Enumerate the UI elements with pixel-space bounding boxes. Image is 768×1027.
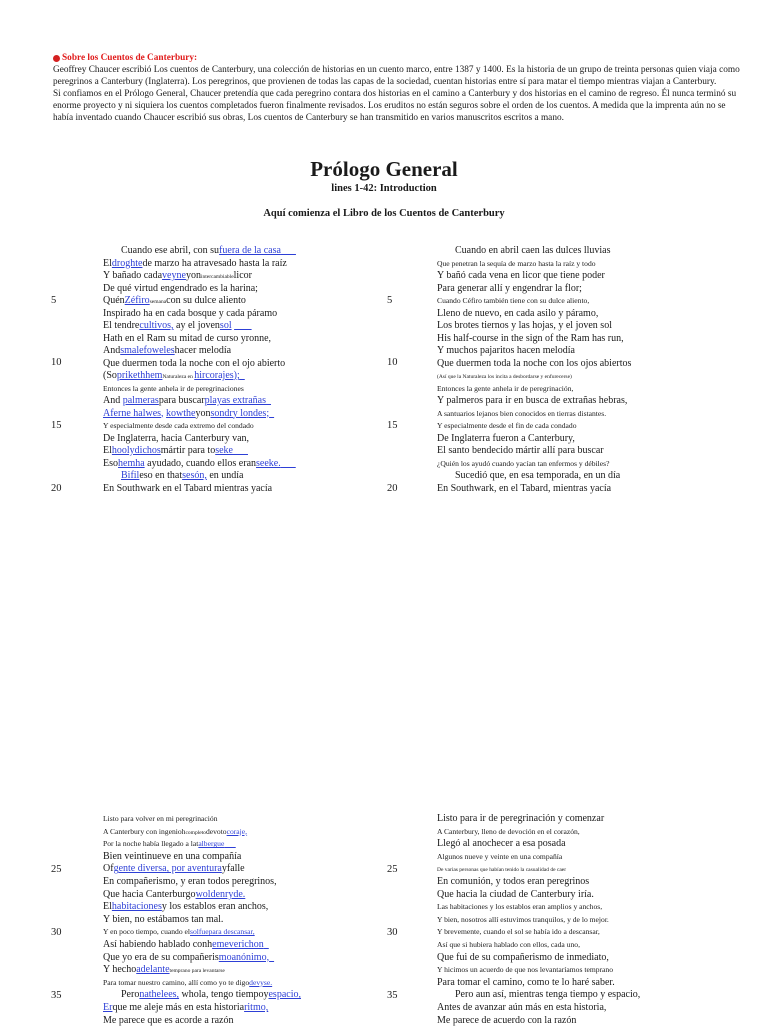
poem-text: Para tomar nuestro camino, allí como yo te digo [103, 977, 250, 987]
poem-line [103, 283, 258, 295]
poem-line [103, 939, 269, 951]
poem-line [437, 851, 562, 863]
glossary-link[interactable]: gente diversa, por aventura [113, 863, 222, 875]
poem-text: yfalle [221, 863, 245, 875]
glossary-link[interactable] [234, 320, 252, 331]
glossary-link[interactable]: Zéfiro [124, 295, 150, 306]
glossary-link[interactable] [224, 839, 235, 848]
glossary-link[interactable]: prikethhem [116, 370, 163, 381]
glossary-link[interactable]: para descansar, [208, 927, 255, 937]
poem-text: Of [103, 863, 114, 875]
poem-text: Llegó al anochecer a esa posada [437, 838, 566, 850]
glossary-link[interactable]: seeke. [256, 457, 281, 469]
poem-text: Los brotes tiernos y las hojas, y el joven sol [437, 320, 612, 331]
glossary-link[interactable]: solfue [190, 927, 209, 937]
poem-line [437, 914, 609, 926]
glossary-link[interactable] [233, 445, 248, 456]
glossary-link[interactable]: droghte [111, 257, 143, 269]
poem-text: A Canterbury con ingenioh [103, 826, 186, 836]
poem-text: yon [195, 407, 211, 419]
poem-text: Que hacia Canterburgo [103, 888, 196, 900]
poem-text: mártir para to [160, 445, 216, 456]
glossary-link[interactable]: Aferne halwes, [103, 407, 164, 419]
glossary-link[interactable]: nathelees, [139, 989, 180, 1001]
poem-line [103, 1002, 268, 1014]
line-number: 20 [51, 483, 62, 494]
poem-text: And [103, 345, 121, 356]
poem-text: En Southwark, en el Tabard, mientras yacía [437, 482, 612, 494]
glossary-link[interactable] [269, 952, 274, 963]
glossary-link[interactable]: albergue [198, 839, 225, 849]
poem-line [103, 433, 249, 445]
poem-line [437, 1002, 606, 1014]
poem-text: Y en poco tiempo, cuando el [103, 927, 191, 937]
glossary-link[interactable]: ne [176, 270, 186, 281]
poem-line [437, 458, 610, 470]
glossary-link[interactable]: sesón, [182, 470, 207, 481]
line-number: 35 [51, 990, 62, 1001]
poem-line [437, 926, 600, 938]
poem-line [103, 952, 274, 964]
poem-text: Las habitaciones y los establos eran amplios y anchos, [437, 902, 603, 912]
poem-text: ¿Quién los ayudó cuando yacían tan enfermos y débiles? [437, 458, 610, 468]
poem-line [103, 320, 252, 332]
page-subtitle: lines 1-42: Introduction [331, 183, 437, 194]
bullet-icon [53, 55, 60, 62]
poem-text: De qué virtud engendrado es la harina; [103, 282, 258, 294]
poem-line [437, 245, 611, 257]
poem-text: Lleno de nuevo, en cada asilo y páramo, [437, 307, 599, 319]
poem-text: Entonces la gente anhela ir de peregrinación, [437, 383, 574, 393]
poem-line [437, 826, 580, 838]
poem-line [437, 320, 612, 332]
poem-text: Cuando Céfiro también tiene con su dulce aliento, [437, 296, 590, 305]
poem-line [437, 308, 598, 320]
poem-text: Antes de avanzar aún más en esta historia, [437, 1002, 607, 1013]
gloss-note: intercambiable [200, 274, 234, 280]
poem-line [437, 283, 582, 295]
poem-text: El santo bendecido mártir allí para buscar [437, 445, 604, 456]
poem-text: eso en that [139, 470, 183, 481]
poem-text: Me parece de acuerdo con la razón [437, 1014, 577, 1026]
poem-text: Pero [121, 989, 140, 1001]
poem-line [103, 926, 255, 938]
poem-text: Cuando en abril caen las dulces lluvias [455, 245, 611, 256]
glossary-link[interactable]: fuera de la casa [219, 245, 281, 256]
poem-line [437, 358, 631, 370]
poem-text: Inspirado ha en cada bosque y cada páramo [103, 307, 278, 319]
glossary-link[interactable]: seke [215, 445, 233, 456]
glossary-link[interactable]: devyse. [249, 977, 273, 987]
line-number: 25 [51, 864, 62, 875]
line-number: 5 [387, 295, 393, 306]
poem-line [437, 876, 589, 888]
poem-text: Y especialmente desde cada extremo del condado [103, 421, 254, 430]
poem-text: El [103, 901, 112, 913]
gloss-note: (Así que la Naturaleza los incita a desbordarse y enfurecerse) [437, 374, 572, 380]
poem-text: Y brevemente, cuando el sol se había ido a descansar, [437, 927, 600, 937]
intro-paragraph-2: Si confiamos en el Prólogo General, Chaucer pretendía que cada peregrino contara dos historias en el camino a Canterbury y dos historias en el camino de regreso. Él nunca terminó su enorme proyecto y ni siquiera los cuentos completados fueron finalmente revisados. Los eruditos no están seguros sobre el orden de los cuentos. A medida que la imprenta aún no se había inventado cuando Chaucer escribió sus obras, Los cuentos de Canterbury se han transmitido en varios manuscritos escritos a mano. [53, 89, 737, 123]
poem-text: devoto [205, 826, 227, 836]
poem-line [103, 295, 246, 308]
poem-text: Listo para ir de peregrinación y comenzar [437, 813, 605, 824]
poem-line [103, 245, 296, 257]
poem-text: Hath en el Ram su mitad de curso yronne, [103, 332, 272, 344]
poem-text: ayudado, cuando ellos eran [144, 457, 257, 469]
poem-text: Sucedió que, en esa temporada, en un día [455, 470, 621, 481]
poem-line [103, 395, 271, 407]
glossary-link[interactable]: ritmo, [244, 1002, 269, 1013]
poem-line [437, 964, 613, 976]
poem-line [437, 258, 596, 270]
poem-text: y los establos eran anchos, [161, 901, 269, 913]
glossary-link[interactable] [266, 395, 271, 406]
poem-line [437, 813, 604, 825]
poem-text: Algunos nueve y veinte en una compañía [437, 851, 563, 861]
poem-line [103, 851, 241, 863]
poem-text: Y muchos pajaritos hacen melodía [437, 345, 575, 356]
glossary-link[interactable]: kowthe [166, 407, 196, 419]
poem-text: Para generar allí y engendrar la flor; [437, 282, 582, 294]
poem-text: Que fui de su compañerismo de inmediato, [437, 951, 609, 963]
glossary-link[interactable]: emeverichon [212, 939, 264, 950]
glossary-link[interactable]: hoolydichos [111, 445, 161, 456]
poem-text: El [103, 257, 112, 269]
poem-text: Pero aun así, mientras tenga tiempo y espacio, [455, 989, 641, 1001]
poem-text: Eso [103, 457, 118, 469]
poem-text: yon [185, 270, 201, 281]
book-heading: Aquí comienza el Libro de los Cuentos de Canterbury [263, 208, 505, 219]
glossary-link[interactable]: woldenryde. [195, 888, 246, 900]
poem-text: con su dulce aliento [166, 295, 246, 306]
poem-text: Y bañó cada vena en licor que tiene poder [437, 270, 605, 281]
poem-text: En comunión, y todos eran peregrinos [437, 876, 590, 887]
poem-line [103, 863, 245, 875]
poem-text: Que hacia la ciudad de Canterbury iría. [437, 888, 594, 900]
glossary-link[interactable]: smalefoweles [120, 345, 175, 356]
glossary-link[interactable] [281, 458, 296, 469]
poem-line [103, 333, 271, 345]
poem-line [103, 470, 244, 482]
poem-text: Y hicimos un acuerdo de que nos levantaríamos temprano [437, 965, 614, 975]
line-number: 20 [387, 483, 398, 494]
intro-section [53, 52, 743, 124]
glossary-link[interactable] [269, 408, 274, 419]
poem-line [103, 914, 223, 926]
poem-line [103, 876, 277, 888]
line-number: 25 [387, 864, 398, 875]
poem-text: que me aleje más en esta historia [112, 1002, 245, 1013]
poem-line [103, 901, 268, 913]
page-title: Prólogo General [310, 157, 458, 181]
poem-line [103, 308, 277, 320]
line-number: 15 [51, 420, 62, 431]
poem-text: Me parece que es acorde a razón [103, 1014, 234, 1026]
poem-line [437, 395, 627, 407]
poem-line [437, 889, 594, 901]
poem-line [103, 989, 301, 1001]
gloss-note: temprano para levantarse [169, 968, 225, 975]
poem-line [103, 445, 248, 457]
poem-text: Para tomar el camino, como te lo haré saber. [437, 976, 615, 988]
poem-line [437, 989, 640, 1001]
poem-text: licor [233, 270, 252, 281]
poem-line [103, 420, 254, 432]
line-number: 5 [51, 295, 57, 306]
poem-line [437, 863, 566, 876]
poem-line [437, 433, 575, 445]
poem-text: De Inglaterra, hacia Canterbury van, [103, 432, 250, 444]
poem-text: El tendre [103, 320, 140, 331]
glossary-link[interactable]: palmeras [122, 395, 159, 406]
glossary-link[interactable] [264, 939, 269, 950]
line-number: 10 [387, 357, 398, 368]
poem-text: A Canterbury, lleno de devoción en el corazón, [437, 826, 580, 836]
poem-text: En compañerismo, y eran todos peregrinos, [103, 876, 277, 887]
poem-text: Y bañado cada [103, 270, 163, 281]
poem-text: en undía [206, 470, 244, 481]
glossary-link[interactable] [240, 370, 245, 381]
poem-text: De Inglaterra fueron a Canterbury, [437, 432, 575, 444]
poem-line [103, 345, 231, 357]
poem-line [437, 270, 605, 282]
poem-text: Así que si hubiera hablado con ellos, cada uno, [437, 940, 580, 949]
poem-text: Y bien, no estábamos tan mal. [103, 913, 224, 925]
poem-text: (So [103, 370, 117, 381]
glossary-link[interactable]: vey [162, 270, 177, 281]
intro-heading[interactable] [53, 52, 743, 64]
poem-text: Cuando ese abril, con su [121, 245, 220, 256]
poem-line [437, 333, 624, 345]
poem-line [437, 901, 602, 913]
poem-text: And [103, 395, 123, 406]
poem-line [103, 977, 272, 989]
poem-line [437, 445, 604, 457]
intro-paragraph-1: Geoffrey Chaucer escribió Los cuentos de Canterbury, una colección de historias en un cuento marco, entre 1387 y 1400. Es la historia de un grupo de treinta personas quien viaja como peregrinos a Canterbury (Inglaterra). Los peregrinos, que provienen de todas las capas de la sociedad, cuentan historias entre sí para matar el tiempo mientras viajan a Canterbury. [53, 65, 740, 87]
poem-text: Por la noche había llegado a lat [103, 839, 199, 849]
poem-line [103, 964, 225, 977]
poem-line [103, 358, 285, 370]
glossary-link[interactable]: cultivos, [139, 320, 174, 331]
poem-line [437, 1015, 576, 1027]
gloss-note: completo [185, 829, 206, 836]
poem-line [103, 813, 218, 825]
poem-line [103, 889, 245, 901]
poem-text: para buscar [158, 395, 205, 406]
poem-text: Y palmeros para ir en busca de extrañas hebras, [437, 395, 628, 406]
glossary-link[interactable]: sondry londes; [210, 407, 270, 419]
poem-line [437, 470, 620, 482]
line-number: 15 [387, 420, 398, 431]
poem-line [103, 458, 296, 470]
glossary-link[interactable]: coraje, [226, 826, 248, 836]
glossary-link[interactable]: sol [219, 320, 232, 331]
poem-text: Que penetran la sequía de marzo hasta la raíz y todo [437, 258, 596, 268]
poem-line [103, 408, 274, 420]
poem-line [437, 345, 575, 357]
poem-text: de marzo ha atravesado hasta la raíz [142, 257, 287, 269]
poem-text: Entonces la gente anhela ir de peregrinaciones [103, 383, 244, 393]
poem-text: Y bien, nosotros allí estuvimos tranquilos, y de lo mejor. [437, 914, 609, 924]
poem-line [437, 370, 572, 383]
poem-line [437, 838, 566, 850]
poem-line [437, 408, 606, 420]
glossary-link[interactable]: habitaciones [111, 901, 162, 913]
glossary-link[interactable]: hircorajes); [194, 370, 240, 381]
glossary-link[interactable] [281, 245, 296, 256]
line-number: 10 [51, 357, 62, 368]
line-number: 30 [51, 927, 62, 938]
poem-line [103, 370, 245, 383]
glossary-link[interactable]: Bifil [121, 470, 140, 481]
poem-line [437, 420, 577, 432]
poem-line [103, 826, 247, 839]
poem-text: Listo para volver en mi peregrinación [103, 814, 218, 823]
poem-line [103, 483, 272, 495]
poem-line [103, 258, 287, 270]
poem-text: whola, tengo tiempoy [179, 989, 269, 1001]
poem-text: Que duermen toda la noche con el ojo abierto [103, 357, 286, 369]
poem-text: Bien veintinueve en una compañía [103, 850, 242, 862]
poem-line [103, 270, 252, 283]
poem-text: hacer melodía [174, 345, 232, 356]
line-number: 35 [387, 990, 398, 1001]
poem-text: En Southwark en el Tabard mientras yacía [103, 482, 273, 494]
gloss-note: Naturaleza en [162, 374, 195, 380]
glossary-link[interactable]: Er [103, 1002, 113, 1013]
poem-line [437, 383, 573, 395]
glossary-link[interactable]: playas extrañas [204, 395, 267, 406]
poem-line [103, 838, 236, 850]
poem-line [103, 1015, 233, 1027]
poem-text: El [103, 445, 112, 456]
intro-heading-text[interactable]: Sobre los Cuentos de Canterbury: [62, 53, 198, 63]
poem-line [437, 952, 609, 964]
poem-text: Que yo era de su compañeris [103, 951, 219, 963]
poem-line [437, 977, 615, 989]
glossary-link[interactable]: espacio, [268, 989, 301, 1001]
poem-text: Y hecho [103, 964, 137, 976]
glossary-link[interactable]: moanónimo, [218, 951, 270, 963]
poem-line [437, 295, 589, 307]
poem-text: Que duermen toda la noche con los ojos abiertos [437, 357, 632, 369]
poem-text: His half-course in the sign of the Ram has run, [437, 332, 624, 344]
poem-text: ay el joven [173, 320, 220, 331]
poem-text: Así habiendo hablado conh [103, 939, 213, 950]
gloss-note: De varias personas que habían tenido la casualidad de caer [437, 867, 567, 874]
poem-text: Quén [103, 295, 125, 306]
glossary-link[interactable]: adelante [136, 964, 170, 976]
poem-line [103, 383, 244, 395]
line-number: 30 [387, 927, 398, 938]
poem-text: Y especialmente desde el fin de cada condado [437, 421, 577, 430]
poem-text: A santuarios lejanos bien conocidos en tierras distantes. [437, 408, 607, 418]
gloss-note: semana [149, 299, 167, 305]
glossary-link[interactable]: hemha [118, 457, 145, 469]
poem-line [437, 483, 611, 495]
poem-line [437, 939, 580, 951]
